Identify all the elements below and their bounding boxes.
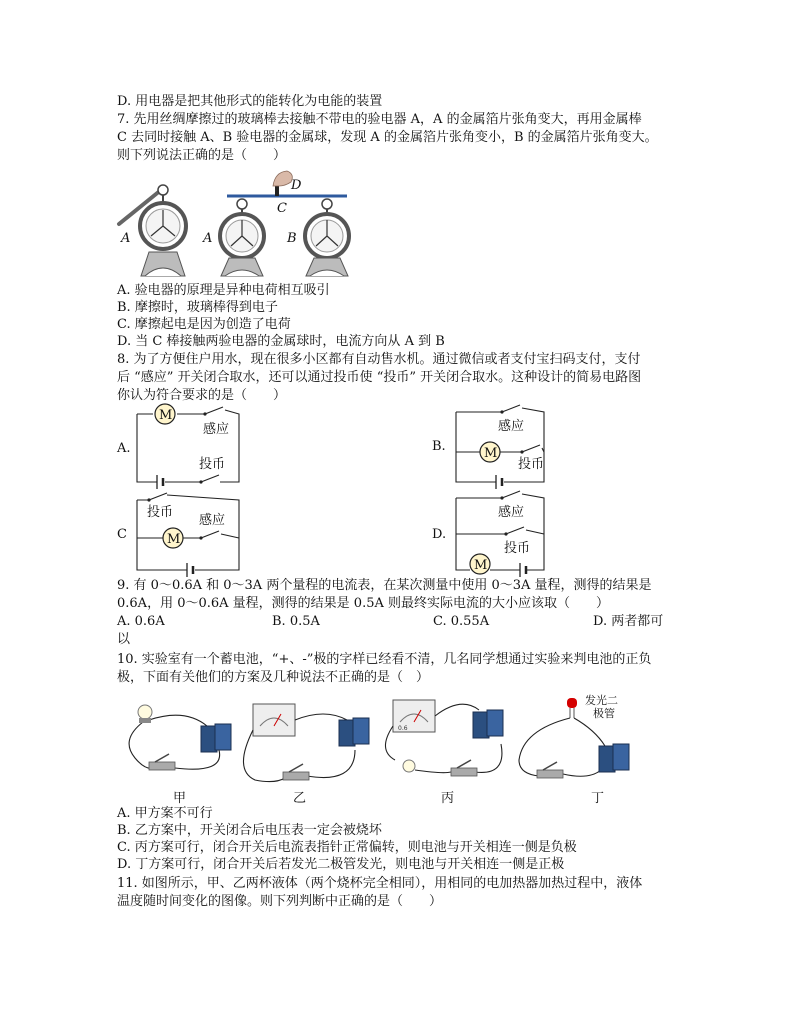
caption-ding: 丁 xyxy=(591,791,605,806)
q9-stem-line-1: 9. 有 0～0.6A 和 0～3A 两个量程的电流表，在某次测量中使用 0～3A 量程，测得的结果是 xyxy=(117,578,652,593)
label-a-2: A xyxy=(203,231,213,246)
q9-option-d: D. 两者都可 xyxy=(593,614,664,629)
option-a-label: A. xyxy=(117,441,131,456)
electroscope-a-left xyxy=(140,185,186,276)
battery-icon xyxy=(215,724,231,750)
q7-option-d: D. 当 C 棒接触两验电器的金属球时，电流方向从 A 到 B xyxy=(117,334,445,349)
motor-label: M xyxy=(484,446,498,461)
q8-circuit-d xyxy=(430,492,560,574)
q7-stem-line-2: C 去同时接触 A、B 验电器的金属球，发现 A 的金属箔片张角变小，B 的金属箔片张角变大。 xyxy=(117,130,658,145)
electroscope-a-right xyxy=(220,199,264,276)
bulb-icon xyxy=(403,760,415,772)
q7-stem-line-1: 7. 先用丝绸摩擦过的玻璃棒去接触不带电的验电器 A，A 的金属箔片张角变大，再用金属棒 xyxy=(117,112,642,127)
sense-switch-label: 感应 xyxy=(199,513,226,528)
battery-icon xyxy=(353,718,369,744)
q8-stem-line-3: 你认为符合要求的是（ ） xyxy=(117,388,287,403)
sense-switch-label: 感应 xyxy=(498,505,525,520)
scheme-ding xyxy=(519,693,629,778)
option-d-label: D. xyxy=(432,527,447,542)
coin-switch-label: 投币 xyxy=(518,457,545,472)
q10-option-d: D. 丁方案可行，闭合开关后若发光二极管发光，则电池与开关相连一侧是正极 xyxy=(117,857,565,872)
q10-schemes-figure xyxy=(115,690,635,808)
q11-stem-line-1: 11. 如图所示，甲、乙两杯液体（两个烧杯完全相同），用相同的电加热器加热过程中，液体 xyxy=(117,876,643,891)
q10-stem-line-2: 极，下面有关他们的方案及几种说法不正确的是（ ） xyxy=(117,670,430,685)
coin-switch-label: 投币 xyxy=(504,541,531,556)
battery-icon xyxy=(487,710,503,736)
electroscope-b xyxy=(305,199,349,276)
q6-option-d: D. 用电器是把其他形式的能转化为电能的装置 xyxy=(117,94,383,109)
q9-option-d-wrap: 以 xyxy=(117,632,131,647)
motor-label: M xyxy=(167,532,181,547)
q9-stem-line-2: 0.6A，用 0～0.6A 量程，测得的结果是 0.5A 则最终实际电流的大小应该取（ ） xyxy=(117,596,609,611)
switch-icon xyxy=(451,768,477,776)
q10-stem-line-1: 10. 实验室有一个蓄电池，“+、-”极的字样已经看不清，几名同学想通过实验来判电池的正负 xyxy=(117,652,652,667)
label-a-1: A xyxy=(121,231,131,246)
caption-bing: 丙 xyxy=(441,791,455,806)
switch-icon xyxy=(283,772,309,780)
scheme-yi xyxy=(243,704,369,782)
q7-option-c: C. 摩擦起电是因为创造了电荷 xyxy=(117,317,291,332)
q8-stem-line-2: 后 “感应” 开关闭合取水，还可以通过投币使 “投币” 开关闭合取水。这种设计的简易电路图 xyxy=(117,370,642,385)
coin-switch-label: 投币 xyxy=(147,505,174,520)
q8-circuit-a xyxy=(115,402,245,490)
led-label-line-2: 极管 xyxy=(593,707,615,720)
q8-circuit-b xyxy=(430,402,560,490)
q7-option-b: B. 摩擦时，玻璃棒得到电子 xyxy=(117,300,278,315)
option-b-label: B. xyxy=(432,439,446,454)
q11-stem-line-2: 温度随时间变化的图像。则下列判断中正确的是（ ） xyxy=(117,894,443,909)
sense-switch-label: 感应 xyxy=(203,422,230,437)
caption-jia: 甲 xyxy=(173,791,187,806)
option-c-label: C xyxy=(117,527,127,542)
q10-option-a: A. 甲方案不可行 xyxy=(117,806,213,821)
q10-option-c: C. 丙方案可行，闭合开关后电流表指针正常偏转，则电池与开关相连一侧是负极 xyxy=(117,840,577,855)
q8-stem-line-1: 8. 为了方便住户用水，现在很多小区都有自动售水机。通过微信或者支付宝扫码支付，支付 xyxy=(117,352,641,367)
q7-stem-line-3: 则下列说法正确的是（ ） xyxy=(117,148,287,163)
led-icon xyxy=(567,698,577,708)
caption-yi: 乙 xyxy=(293,791,307,806)
sense-switch-label: 感应 xyxy=(498,419,525,434)
q7-electroscope-figure xyxy=(115,168,360,280)
q9-option-c: C. 0.55A xyxy=(433,614,490,629)
q10-option-b: B. 乙方案中，开关闭合后电压表一定会被烧坏 xyxy=(117,823,382,838)
switch-icon xyxy=(149,762,175,770)
scheme-bing xyxy=(385,700,503,776)
scheme-jia xyxy=(129,705,231,770)
label-b: B xyxy=(287,231,297,246)
meter-scale-label: 0.6 xyxy=(398,725,408,732)
bulb-icon xyxy=(138,705,152,719)
q8-circuit-c xyxy=(115,492,245,574)
voltmeter-icon xyxy=(253,704,295,736)
q9-option-b: B. 0.5A xyxy=(272,614,320,629)
motor-label: M xyxy=(474,558,488,573)
motor-label: M xyxy=(159,408,173,423)
label-d: D xyxy=(291,178,302,193)
switch-icon xyxy=(537,770,563,778)
label-c: C xyxy=(277,201,287,216)
q7-option-a: A. 验电器的原理是异种电荷相互吸引 xyxy=(117,283,330,298)
q9-option-a: A. 0.6A xyxy=(117,614,165,629)
coin-switch-label: 投币 xyxy=(199,457,226,472)
led-label-line-1: 发光二 xyxy=(585,694,618,707)
battery-icon xyxy=(613,744,629,770)
